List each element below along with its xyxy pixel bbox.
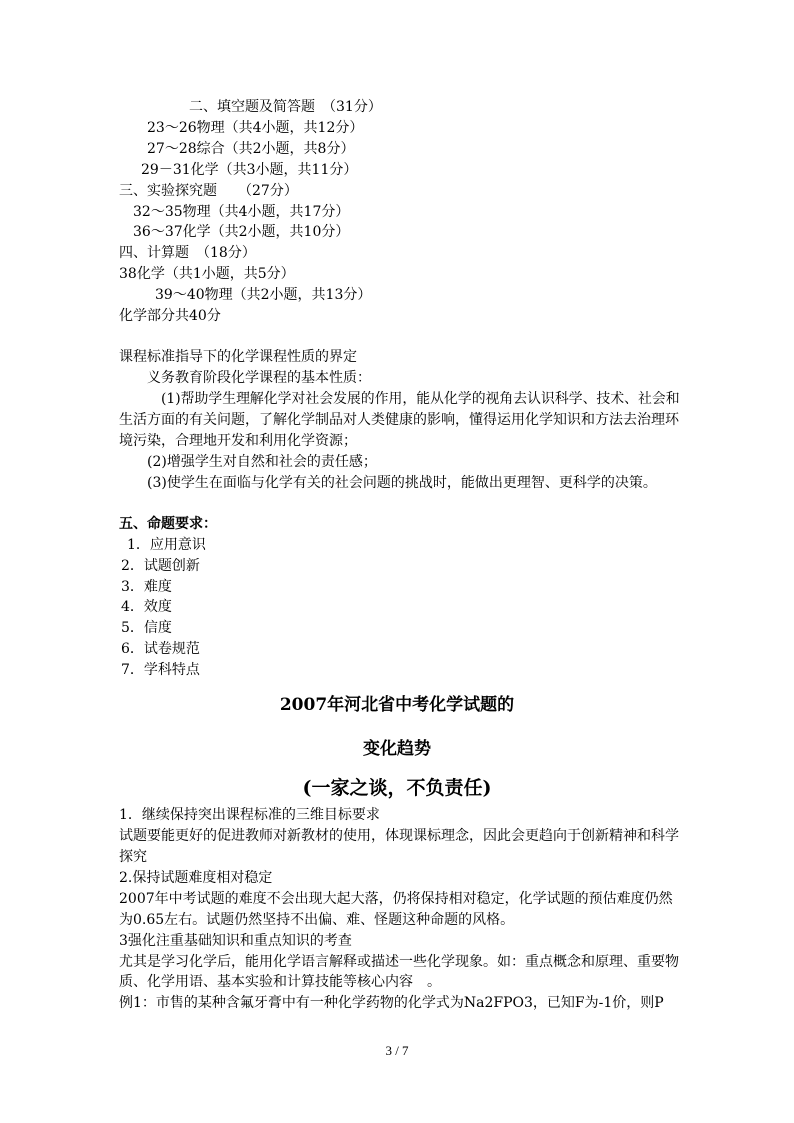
- trend-3-line-2: 质、化学用语、基本实验和计算技能等核心内容 。: [119, 974, 441, 990]
- curriculum-point-1-line-2: 生活方面的有关问题，了解化学制品对人类健康的影响，懂得运用化学知识和方法去治理环: [119, 412, 679, 428]
- curriculum-intro: 义务教育阶段化学课程的基本性质：: [147, 370, 371, 386]
- article-subtitle: (一家之谈，不负责任): [302, 777, 492, 799]
- example-1-line: 例1：市售的某种含氟牙膏中有一种化学药物的化学式为Na2FPO3，已知F为-1价，则P: [119, 995, 664, 1011]
- requirement-item: 5．信度: [121, 620, 172, 636]
- curriculum-heading: 课程标准指导下的化学课程性质的界定: [119, 349, 357, 365]
- q32-35-line: 32～35物理（共4小题，共17分）: [133, 204, 350, 220]
- trend-3-heading: 3强化注重基础知识和重点知识的考查: [119, 933, 352, 949]
- page-number: 3 / 7: [385, 1043, 409, 1058]
- curriculum-point-3: (3)使学生在面临与化学有关的社会问题的挑战时，能做出更理智、更科学的决策。: [147, 475, 657, 491]
- trend-1-line-1: 试题要能更好的促进教师对新教材的使用，体现课标理念，因此会更趋向于创新精神和科学: [119, 828, 679, 844]
- q23-26-line: 23～26物理（共4小题，共12分）: [147, 120, 364, 136]
- q29-31-line: 29－31化学（共3小题，共11分）: [141, 162, 358, 178]
- q36-37-line: 36～37化学（共2小题，共10分）: [133, 224, 350, 240]
- trend-2-heading: 2.保持试题难度相对稳定: [119, 870, 273, 886]
- requirements-heading: 五、命题要求：: [119, 516, 217, 532]
- trend-1-heading: 1．继续保持突出课程标准的三维目标要求: [119, 807, 380, 823]
- requirement-item: 2．试题创新: [121, 558, 200, 574]
- article-title-line-2: 变化趋势: [363, 739, 431, 759]
- section-2-heading: 二、填空题及简答题 （31分）: [189, 99, 382, 115]
- curriculum-point-2: (2)增强学生对自然和社会的责任感；: [147, 454, 377, 470]
- requirement-item: 3．难度: [121, 579, 172, 595]
- chem-total-line: 化学部分共40分: [119, 308, 221, 324]
- article-title-line-1: 2007年河北省中考化学试题的: [279, 695, 515, 715]
- q38-line: 38化学（共1小题，共5分）: [119, 266, 295, 282]
- curriculum-point-1-line-3: 境污染，合理地开发和利用化学资源；: [119, 433, 357, 449]
- requirement-item: 7．学科特点: [121, 662, 200, 678]
- curriculum-point-1-line-1: (1)帮助学生理解化学对社会发展的作用，能从化学的视角去认识科学、技术、社会和: [161, 391, 680, 407]
- q39-40-line: 39～40物理（共2小题，共13分）: [155, 287, 372, 303]
- requirement-item: 1．应用意识: [127, 537, 206, 553]
- section-4-heading: 四、计算题 （18分）: [119, 245, 256, 261]
- trend-2-line-1: 2007年中考试题的难度不会出现大起大落，仍将保持相对稳定，化学试题的预估难度仍然: [119, 891, 673, 907]
- q27-28-line: 27～28综合（共2小题，共8分）: [147, 141, 355, 157]
- requirement-item: 4．效度: [121, 599, 172, 615]
- trend-2-line-2: 为0.65左右。试题仍然坚持不出偏、难、怪题这种命题的风格。: [119, 912, 515, 928]
- section-3-heading: 三、实验探究题 （27分）: [119, 183, 298, 199]
- requirement-item: 6．试卷规范: [121, 641, 200, 657]
- trend-1-line-2: 探究: [119, 849, 147, 865]
- trend-3-line-1: 尤其是学习化学后，能用化学语言解释或描述一些化学现象。如：重点概念和原理、重要物: [119, 954, 679, 970]
